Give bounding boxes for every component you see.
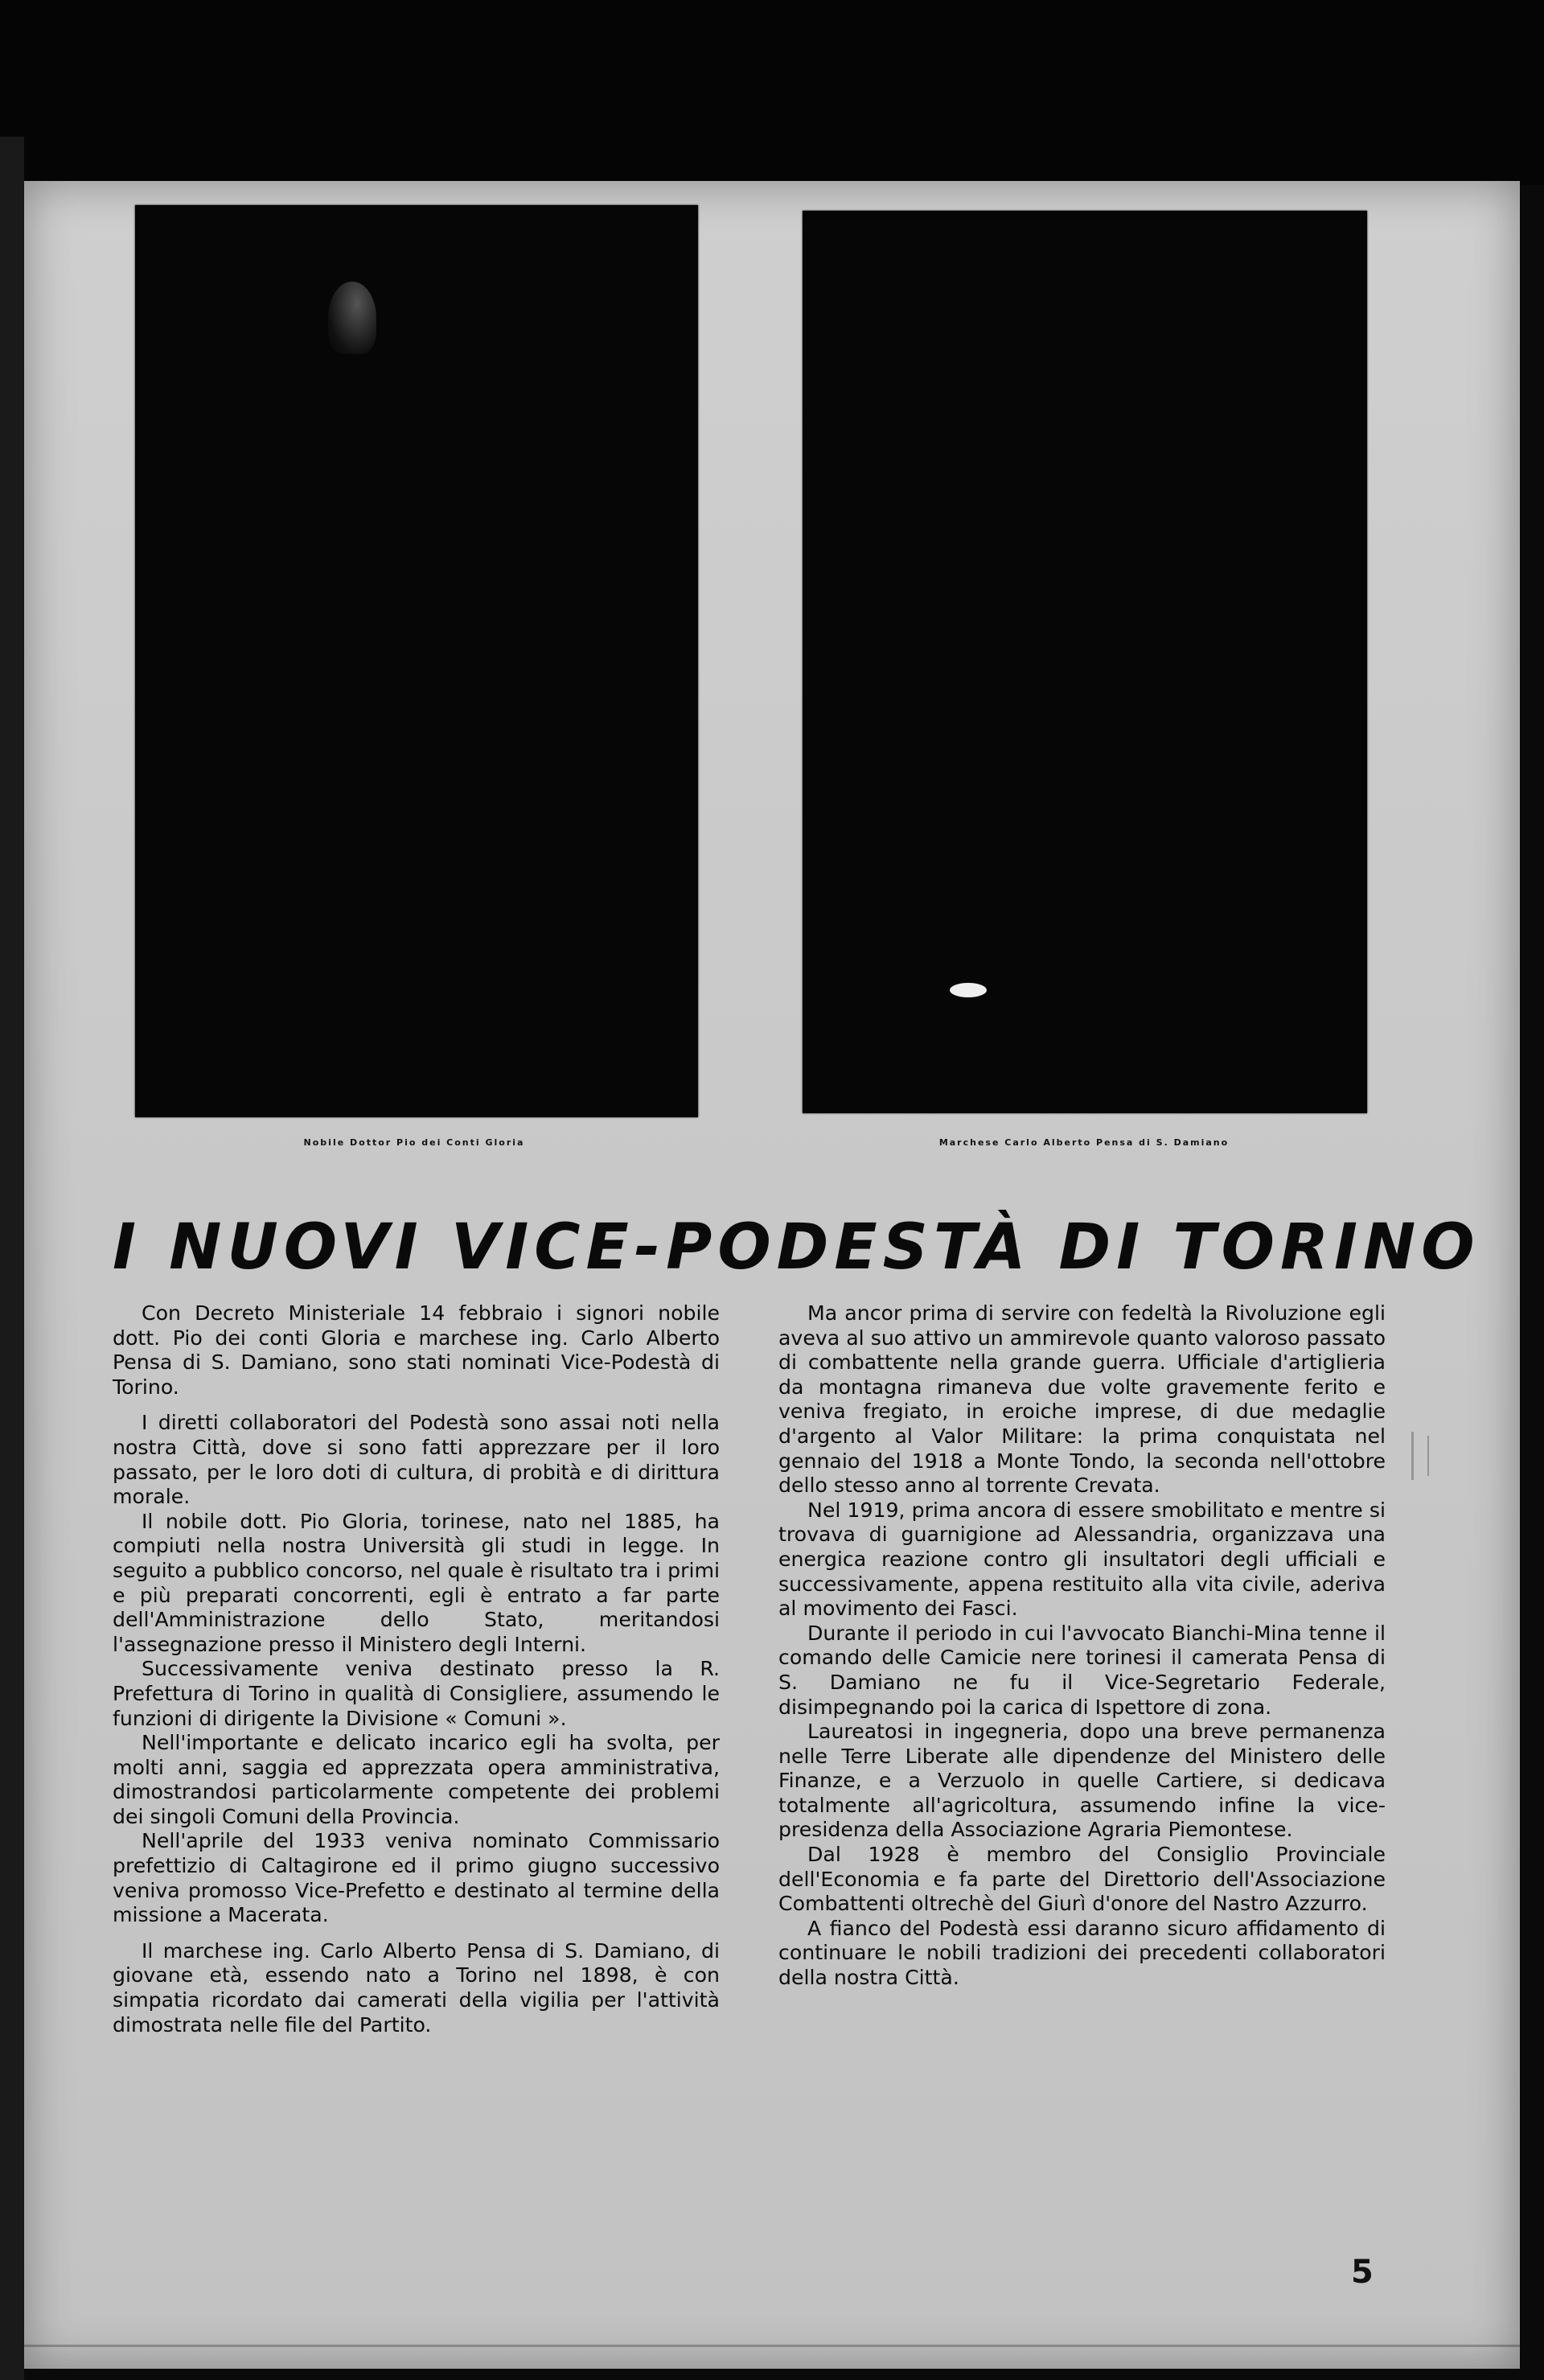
paragraph: Con Decreto Ministeriale 14 febbraio i signori nobile dott. Pio dei conti Gloria e marchese ing. Carlo Alberto Pensa di S. Damiano, sono stati nominati Vice-Podestà di Torino. <box>113 1301 720 1399</box>
paragraph: Ma ancor prima di servire con fedeltà la Rivoluzione egli aveva al suo attivo un ammirevole quanto valoroso passato di combattente nella grande guerra. Ufficiale d'artiglieria da montagna rimaneva due volte gravemente ferito e veniva fregiato, in eroiche imprese, di due medaglie d'argento al Valor Militare: la prima conquistata nel gennaio del 1918 a Monte Tondo, la seconda nell'ottobre dello stesso anno al torrente Crevata. <box>778 1301 1386 1498</box>
scan-scratch <box>1427 1436 1429 1476</box>
paragraph: Successivamente veniva destinato presso la R. Prefettura di Torino in qualità di Consigliere, assumendo le funzioni di dirigente la Divisione « Comuni ». <box>113 1657 720 1730</box>
paragraph: I diretti collaboratori del Podestà sono assai noti nella nostra Città, dove si sono fatti apprezzare per il loro passato, per le loro doti di cultura, di probità e di dirittura morale. <box>113 1411 720 1509</box>
paragraph: Nel 1919, prima ancora di essere smobilitato e mentre si trovava di guarnigione ad Alessandria, organizzava una energica reazione contro gli insultatori degli ufficiali e successivamente, appena restituito alla vita civile, aderiva al movimento dei Fasci. <box>778 1498 1386 1621</box>
paragraph: Il marchese ing. Carlo Alberto Pensa di S. Damiano, di giovane età, essendo nato a Torino nel 1898, è con simpatia ricordato dai camerati della vigilia per l'attività dimostrata nelle file del Partito. <box>113 1938 720 2037</box>
paragraph: Nell'importante e delicato incarico egli ha svolta, per molti anni, saggia ed apprezzata opera amministrativa, dimostrandosi particolarmente competente dei problemi dei singoli Comuni della Provincia. <box>113 1731 720 1828</box>
paragraph: Laureatosi in ingegneria, dopo una breve permanenza nelle Terre Liberate alle dipendenze del Ministero delle Finanze, e a Verzuolo in quelle Cartiere, si dedicava totalmente all'agricoltura, assumendo infine la vice-presidenza della Associazione Agraria Piemontese. <box>778 1720 1386 1842</box>
page-number: 5 <box>1351 2254 1374 2291</box>
photo-highlight <box>950 983 987 997</box>
scan-scratch <box>24 2345 1520 2347</box>
scan-top-border <box>0 0 1544 185</box>
portrait-photo-gloria <box>135 205 698 1117</box>
paragraph: A fianco del Podestà essi daranno sicuro affidamento di continuare le nobili tradizioni dei precedenti collaboratori della nostra Città. <box>778 1916 1386 1990</box>
photo-caption-left: Nobile Dottor Pio dei Conti Gloria <box>303 1137 525 1148</box>
paragraph: Durante il periodo in cui l'avvocato Bianchi-Mina tenne il comando delle Camicie nere torinesi il camerata Pensa di S. Damiano ne fu il Vice-Segretario Federale, disimpegnando poi la carica di Ispettore di zona. <box>778 1621 1386 1719</box>
paragraph: Il nobile dott. Pio Gloria, torinese, nato nel 1885, ha compiuti nella nostra Università gli studi in legge. In seguito a pubblico concorso, nel quale è risultato tra i primi e più preparati concorrenti, egli è entrato a far parte dell'Amministrazione dello Stato, meritandosi l'assegnazione presso il Ministero degli Interni. <box>113 1509 720 1656</box>
paragraph: Dal 1928 è membro del Consiglio Provinciale dell'Economia e fa parte del Direttorio dell'Associazione Combattenti oltrechè del Giurì d'onore del Nastro Azzurro. <box>778 1843 1386 1916</box>
scan-left-border <box>0 137 24 2380</box>
article-column-right <box>778 1301 1386 1991</box>
paragraph: Nell'aprile del 1933 veniva nominato Commissario prefettizio di Caltagirone ed il primo giugno successivo veniva promosso Vice-Prefetto e destinato al termine della missione a Macerata. <box>113 1829 720 1927</box>
photo-highlight <box>328 282 376 354</box>
article-column-left <box>113 1301 720 2037</box>
article-title: I NUOVI VICE-PODESTÀ DI TORINO <box>113 1211 1480 1284</box>
portrait-photo-pensa <box>803 211 1367 1113</box>
photo-caption-right: Marchese Carlo Alberto Pensa di S. Damiano <box>938 1137 1230 1148</box>
scan-scratch <box>1411 1432 1414 1480</box>
